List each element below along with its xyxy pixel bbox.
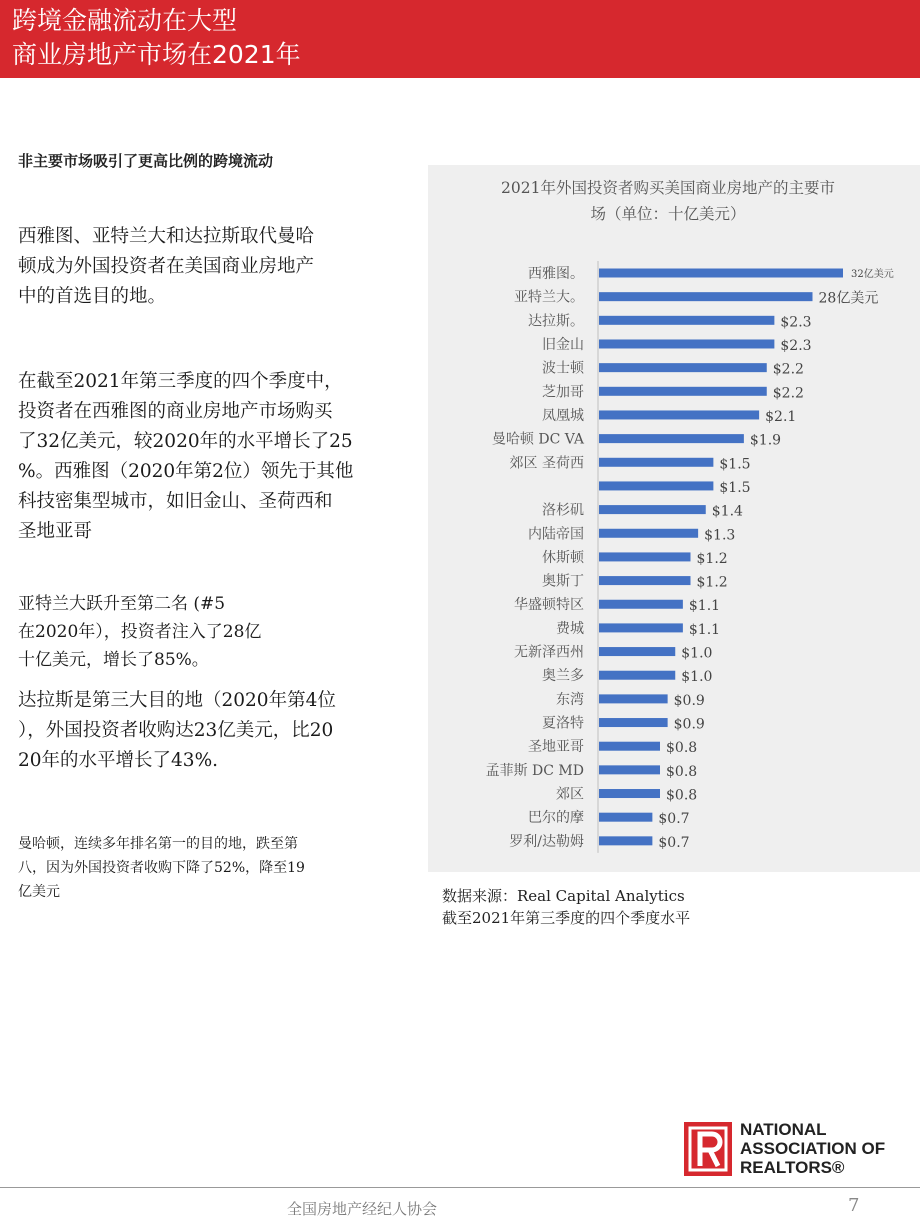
- chart-value-label: 28亿美元: [818, 290, 879, 307]
- header-band: [0, 0, 920, 78]
- chart-category-label: 亚特兰大。: [514, 289, 584, 306]
- chart-value-label: $1.9: [749, 432, 782, 449]
- chart-bar: [599, 458, 713, 467]
- chart-bar: [599, 836, 652, 845]
- chart-value-label: $1.5: [719, 479, 751, 496]
- chart-category-label: 奥斯丁: [542, 573, 584, 590]
- chart-category-label: 无新泽西州: [514, 644, 584, 661]
- chart-bar: [599, 363, 767, 372]
- chart-value-label: $1.1: [688, 598, 721, 615]
- chart-bar: [599, 647, 675, 656]
- chart-value-label: $0.9: [673, 716, 705, 733]
- chart-category-label: 内陆帝国: [528, 526, 584, 543]
- chart-category-label: 休斯顿: [542, 549, 584, 566]
- chart-bar: [599, 623, 683, 632]
- chart-value-label: $1.1: [688, 621, 721, 638]
- chart-bar: [599, 481, 713, 490]
- chart-category-label: 东湾: [556, 691, 584, 708]
- chart-category-label: 圣地亚哥: [528, 739, 584, 756]
- paragraph-dallas: 达拉斯是第三大目的地（2020年第4位 ），外国投资者收购达23亿美元，比20 20年的水平增长了43%.: [18, 690, 336, 771]
- chart-value-label: $1.4: [711, 503, 743, 520]
- paragraph-intro: 西雅图、亚特兰大和达拉斯取代曼哈 顿成为外国投资者在美国商业房地产 中的首选目的地。: [18, 226, 315, 307]
- chart-value-label: $1.2: [696, 574, 728, 591]
- chart-bar: [599, 434, 744, 443]
- chart-bar: [599, 269, 843, 278]
- chart-panel: [428, 165, 920, 872]
- chart-category-label: 旧金山: [542, 336, 584, 353]
- chart-value-label: 32亿美元: [851, 269, 894, 280]
- chart-category-label: 巴尔的摩: [528, 810, 584, 827]
- footer-org-name: 全国房地产经纪人协会: [287, 1200, 438, 1218]
- chart-bar: [599, 600, 683, 609]
- paragraph-manhattan: 曼哈顿，连续多年排名第一的目的地，跌至第 八，因为外国投资者收购下降了52%，降至19 亿美元: [18, 836, 305, 900]
- chart-category-label: 波士顿: [542, 360, 584, 377]
- chart-bar: [599, 718, 668, 727]
- chart-category-label: 西雅图。: [528, 266, 584, 282]
- chart-category-label: 孟菲斯 DC MD: [485, 762, 584, 779]
- chart-bar: [599, 339, 774, 348]
- chart-value-label: $2.3: [780, 314, 812, 331]
- chart-bar: [599, 576, 691, 585]
- chart-category-label: 费城: [556, 620, 584, 637]
- nar-logo: [684, 1120, 904, 1180]
- page-title: 跨境金融流动在大型 商业房地产市场在2021年: [12, 6, 301, 69]
- chart-category-label: 夏洛特: [542, 715, 584, 732]
- chart-value-label: $1.3: [704, 527, 736, 544]
- page-number: 7: [848, 1195, 860, 1216]
- chart-bar: [599, 529, 698, 538]
- bar-chart: [428, 165, 920, 872]
- nar-logo-mark: [684, 1122, 732, 1176]
- chart-bar: [599, 505, 706, 514]
- paragraph-atlanta: 亚特兰大跃升至第二名 (#5 在2020年），投资者注入了28亿 十亿美元，增长了85%。: [18, 594, 262, 670]
- chart-value-label: $2.3: [780, 337, 812, 354]
- chart-value-label: $0.8: [666, 787, 698, 804]
- chart-bar: [599, 789, 660, 798]
- chart-value-label: $0.8: [666, 740, 698, 757]
- chart-value-label: $0.8: [666, 763, 698, 780]
- chart-category-label: 达拉斯。: [528, 313, 584, 330]
- chart-bar: [599, 671, 675, 680]
- chart-value-label: $2.1: [765, 408, 797, 425]
- chart-category-label: 凤凰城: [542, 407, 584, 424]
- chart-bar: [599, 316, 774, 325]
- chart-category-label: 洛杉矶: [542, 502, 584, 519]
- chart-bar: [599, 552, 691, 561]
- chart-value-label: $1.2: [696, 550, 728, 567]
- chart-bar: [599, 813, 652, 822]
- footer-divider: [0, 1187, 920, 1188]
- chart-value-label: $1.0: [681, 669, 713, 686]
- chart-bar: [599, 694, 668, 703]
- chart-bar: [599, 742, 660, 751]
- section-subheading: 非主要市场吸引了更高比例的跨境流动: [18, 152, 274, 170]
- chart-value-label: $0.9: [673, 692, 705, 709]
- chart-bar: [599, 387, 767, 396]
- chart-bar: [599, 410, 759, 419]
- chart-value-label: $0.7: [658, 811, 690, 828]
- chart-value-label: $0.7: [658, 834, 690, 851]
- chart-value-label: $2.2: [772, 361, 804, 378]
- chart-category-label: 芝加哥: [542, 384, 584, 401]
- chart-category-label: 郊区: [556, 786, 584, 803]
- chart-value-label: $1.0: [681, 645, 713, 662]
- chart-category-label: 曼哈顿 DC VA: [491, 431, 584, 448]
- paragraph-seattle: 在截至2021年第三季度的四个季度中， 投资者在西雅图的商业房地产市场购买 了32亿美元，较2020年的水平增长了25 %。西雅图（2020年第2位）领先于其他 科技密集型城市，如旧金山、圣荷西和 圣地亚哥: [18, 371, 354, 542]
- chart-source-note: 数据来源：Real Capital Analytics 截至2021年第三季度的四个季度水平: [442, 887, 691, 927]
- chart-category-label: 奥兰多: [542, 668, 584, 685]
- chart-bar: [599, 292, 813, 301]
- chart-title: 2021年外国投资者购买美国商业房地产的主要市 场（单位：十亿美元）: [501, 179, 835, 223]
- chart-value-label: $1.5: [719, 456, 751, 473]
- chart-value-label: $2.2: [772, 385, 804, 402]
- chart-category-label: 郊区 圣荷西: [509, 455, 584, 472]
- chart-bar: [599, 765, 660, 774]
- chart-category-label: 罗利/达勒姆: [509, 833, 584, 850]
- chart-category-label: 华盛顿特区: [514, 597, 584, 614]
- nar-logo-text: NATIONAL ASSOCIATION OF REALTORS®: [740, 1120, 886, 1177]
